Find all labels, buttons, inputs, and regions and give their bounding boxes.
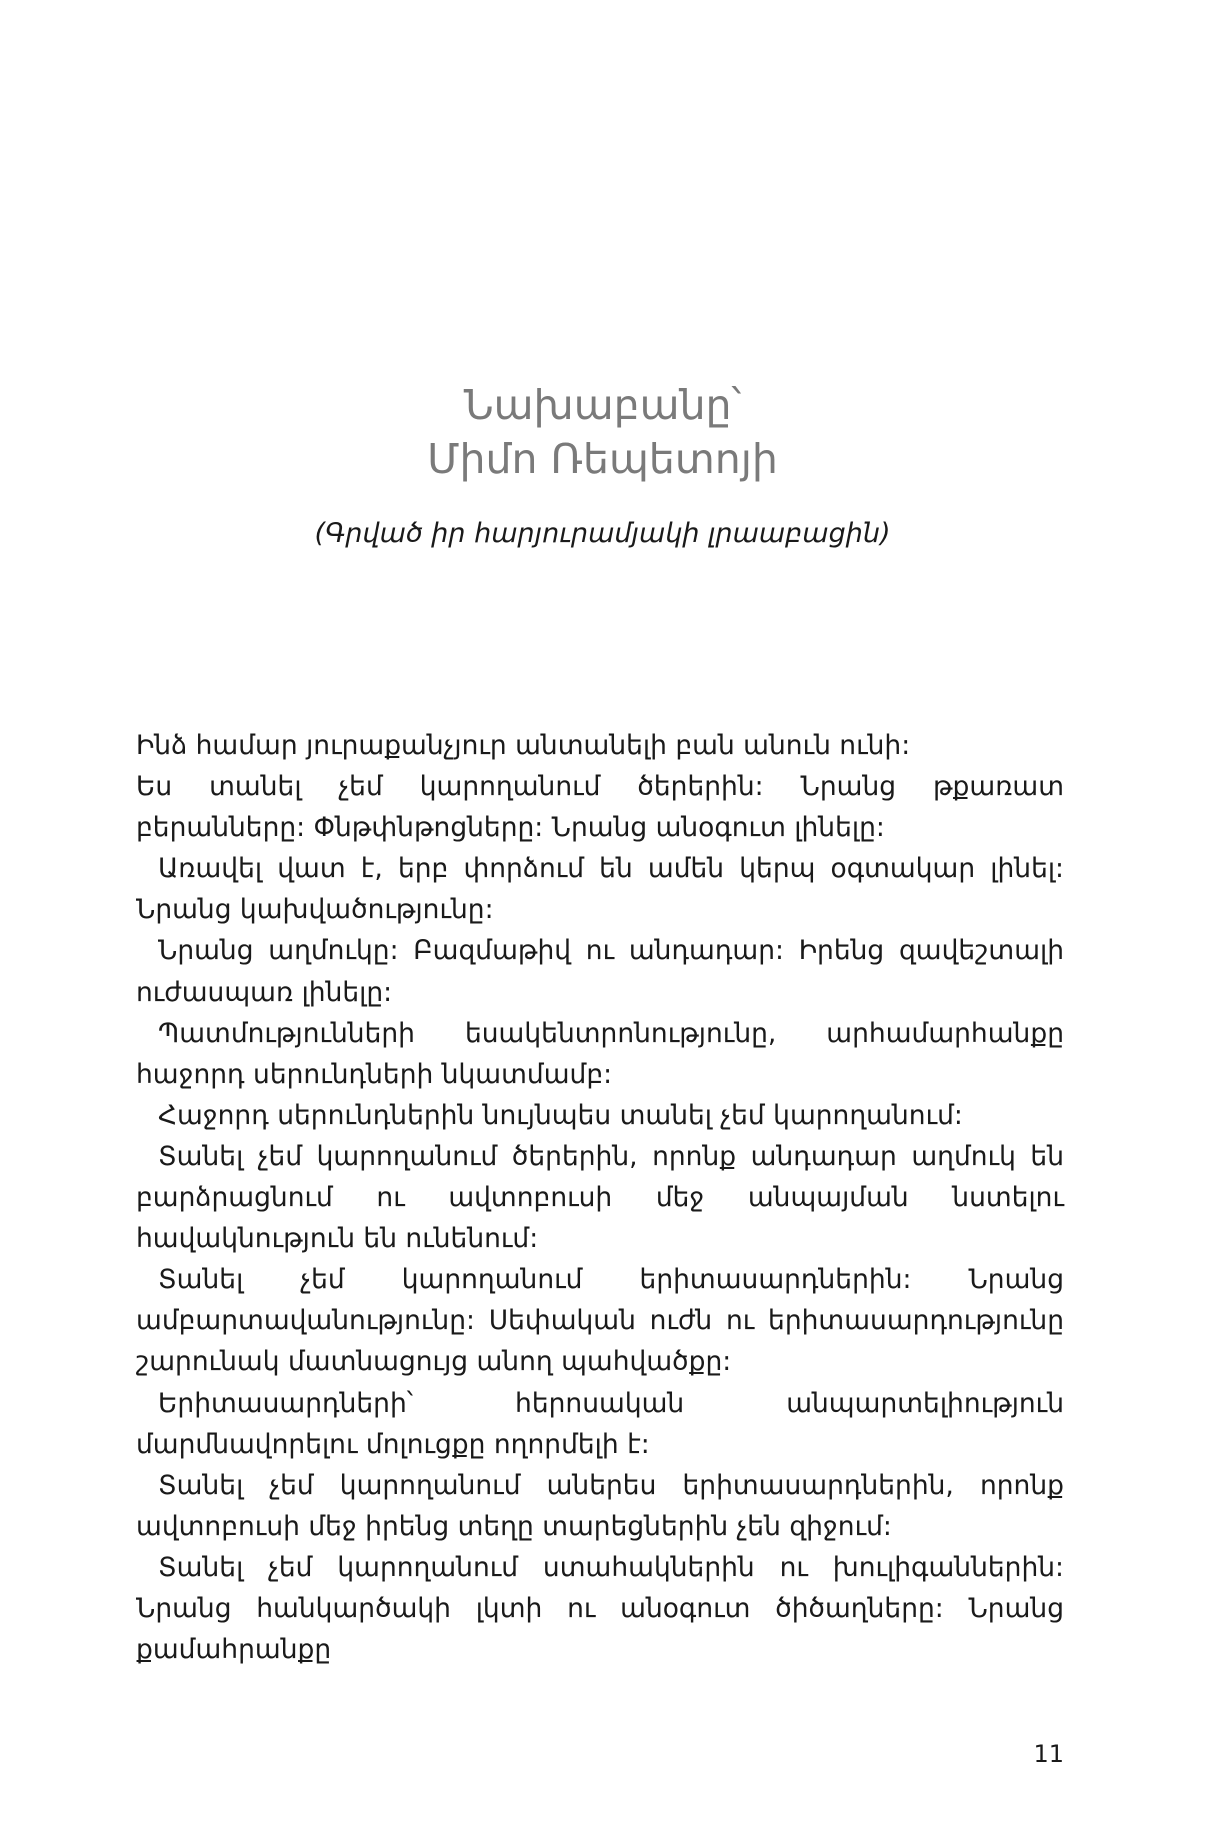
paragraph-8: Տանել չեմ կարողանում երիտասարդներին: Նրանց ամբարտավանությունը: Սեփական ուժն ու երիտասարդությունը շարունակ մատնացույց անող պահվածքը:: [136, 1264, 1064, 1378]
paragraph-1: Ինձ համար յուրաքանչյուր անտանելի բան անուն ունի:: [136, 730, 911, 761]
paragraph-3: Առավել վատ է, երբ փորձում են ամեն կերպ օգտակար լինել: Նրանց կախվածությունը:: [136, 853, 1064, 926]
chapter-author: Միմո Ռեպետոյի: [427, 435, 778, 483]
page-number: 11: [1033, 1740, 1064, 1768]
paragraph-6: Հաջորդ սերունդներին նույնպես տանել չեմ կարողանում:: [158, 1099, 963, 1131]
body-text: [136, 725, 1064, 1670]
paragraph-5: Պատմությունների եսակենտրոնությունը, արհամարհանքը հաջորդ սերունդների նկատմամբ:: [136, 1017, 1064, 1090]
paragraph-7: Տանել չեմ կարողանում ծերերին, որոնք անդադար աղմուկ են բարձրացնում ու ավտոբուսի մեջ անպայման նստելու հավակնություն են ունենում:: [136, 1140, 1064, 1255]
paragraph-4: Նրանց աղմուկը: Բազմաթիվ ու անդադար: Իրենց զավեշտալի ուժասպառ լինելը:: [136, 935, 1064, 1008]
chapter-subtitle: (Գրված իր հարյուրամյակի լրաաբացին): [314, 518, 891, 549]
paragraph-10: Տանել չեմ կարողանում աներես երիտասարդներին, որոնք ավտոբուսի մեջ իրենց տեղը տարեցներին չեն զիջում:: [136, 1469, 1064, 1542]
chapter-title: Նախաբանը՝: [463, 381, 742, 429]
paragraph-11: Տանել չեմ կարողանում ստահակներին ու խուլիգաններին: Նրանց հանկարծակի լկտի ու անօգուտ ծիծաղները: Նրանց քամահրանքը: [136, 1551, 1064, 1666]
chapter-heading: [0, 378, 1205, 552]
paragraph-2: Ես տանել չեմ կարողանում ծերերին: Նրանց թքառատ բերանները: Փնթփնթոցները: Նրանց անօգուտ լինելը:: [136, 771, 1064, 844]
paragraph-9: Երիտասարդների՝ հերոսական անպարտելիություն մարմնավորելու մոլուցքը ողորմելի է:: [136, 1387, 1064, 1460]
